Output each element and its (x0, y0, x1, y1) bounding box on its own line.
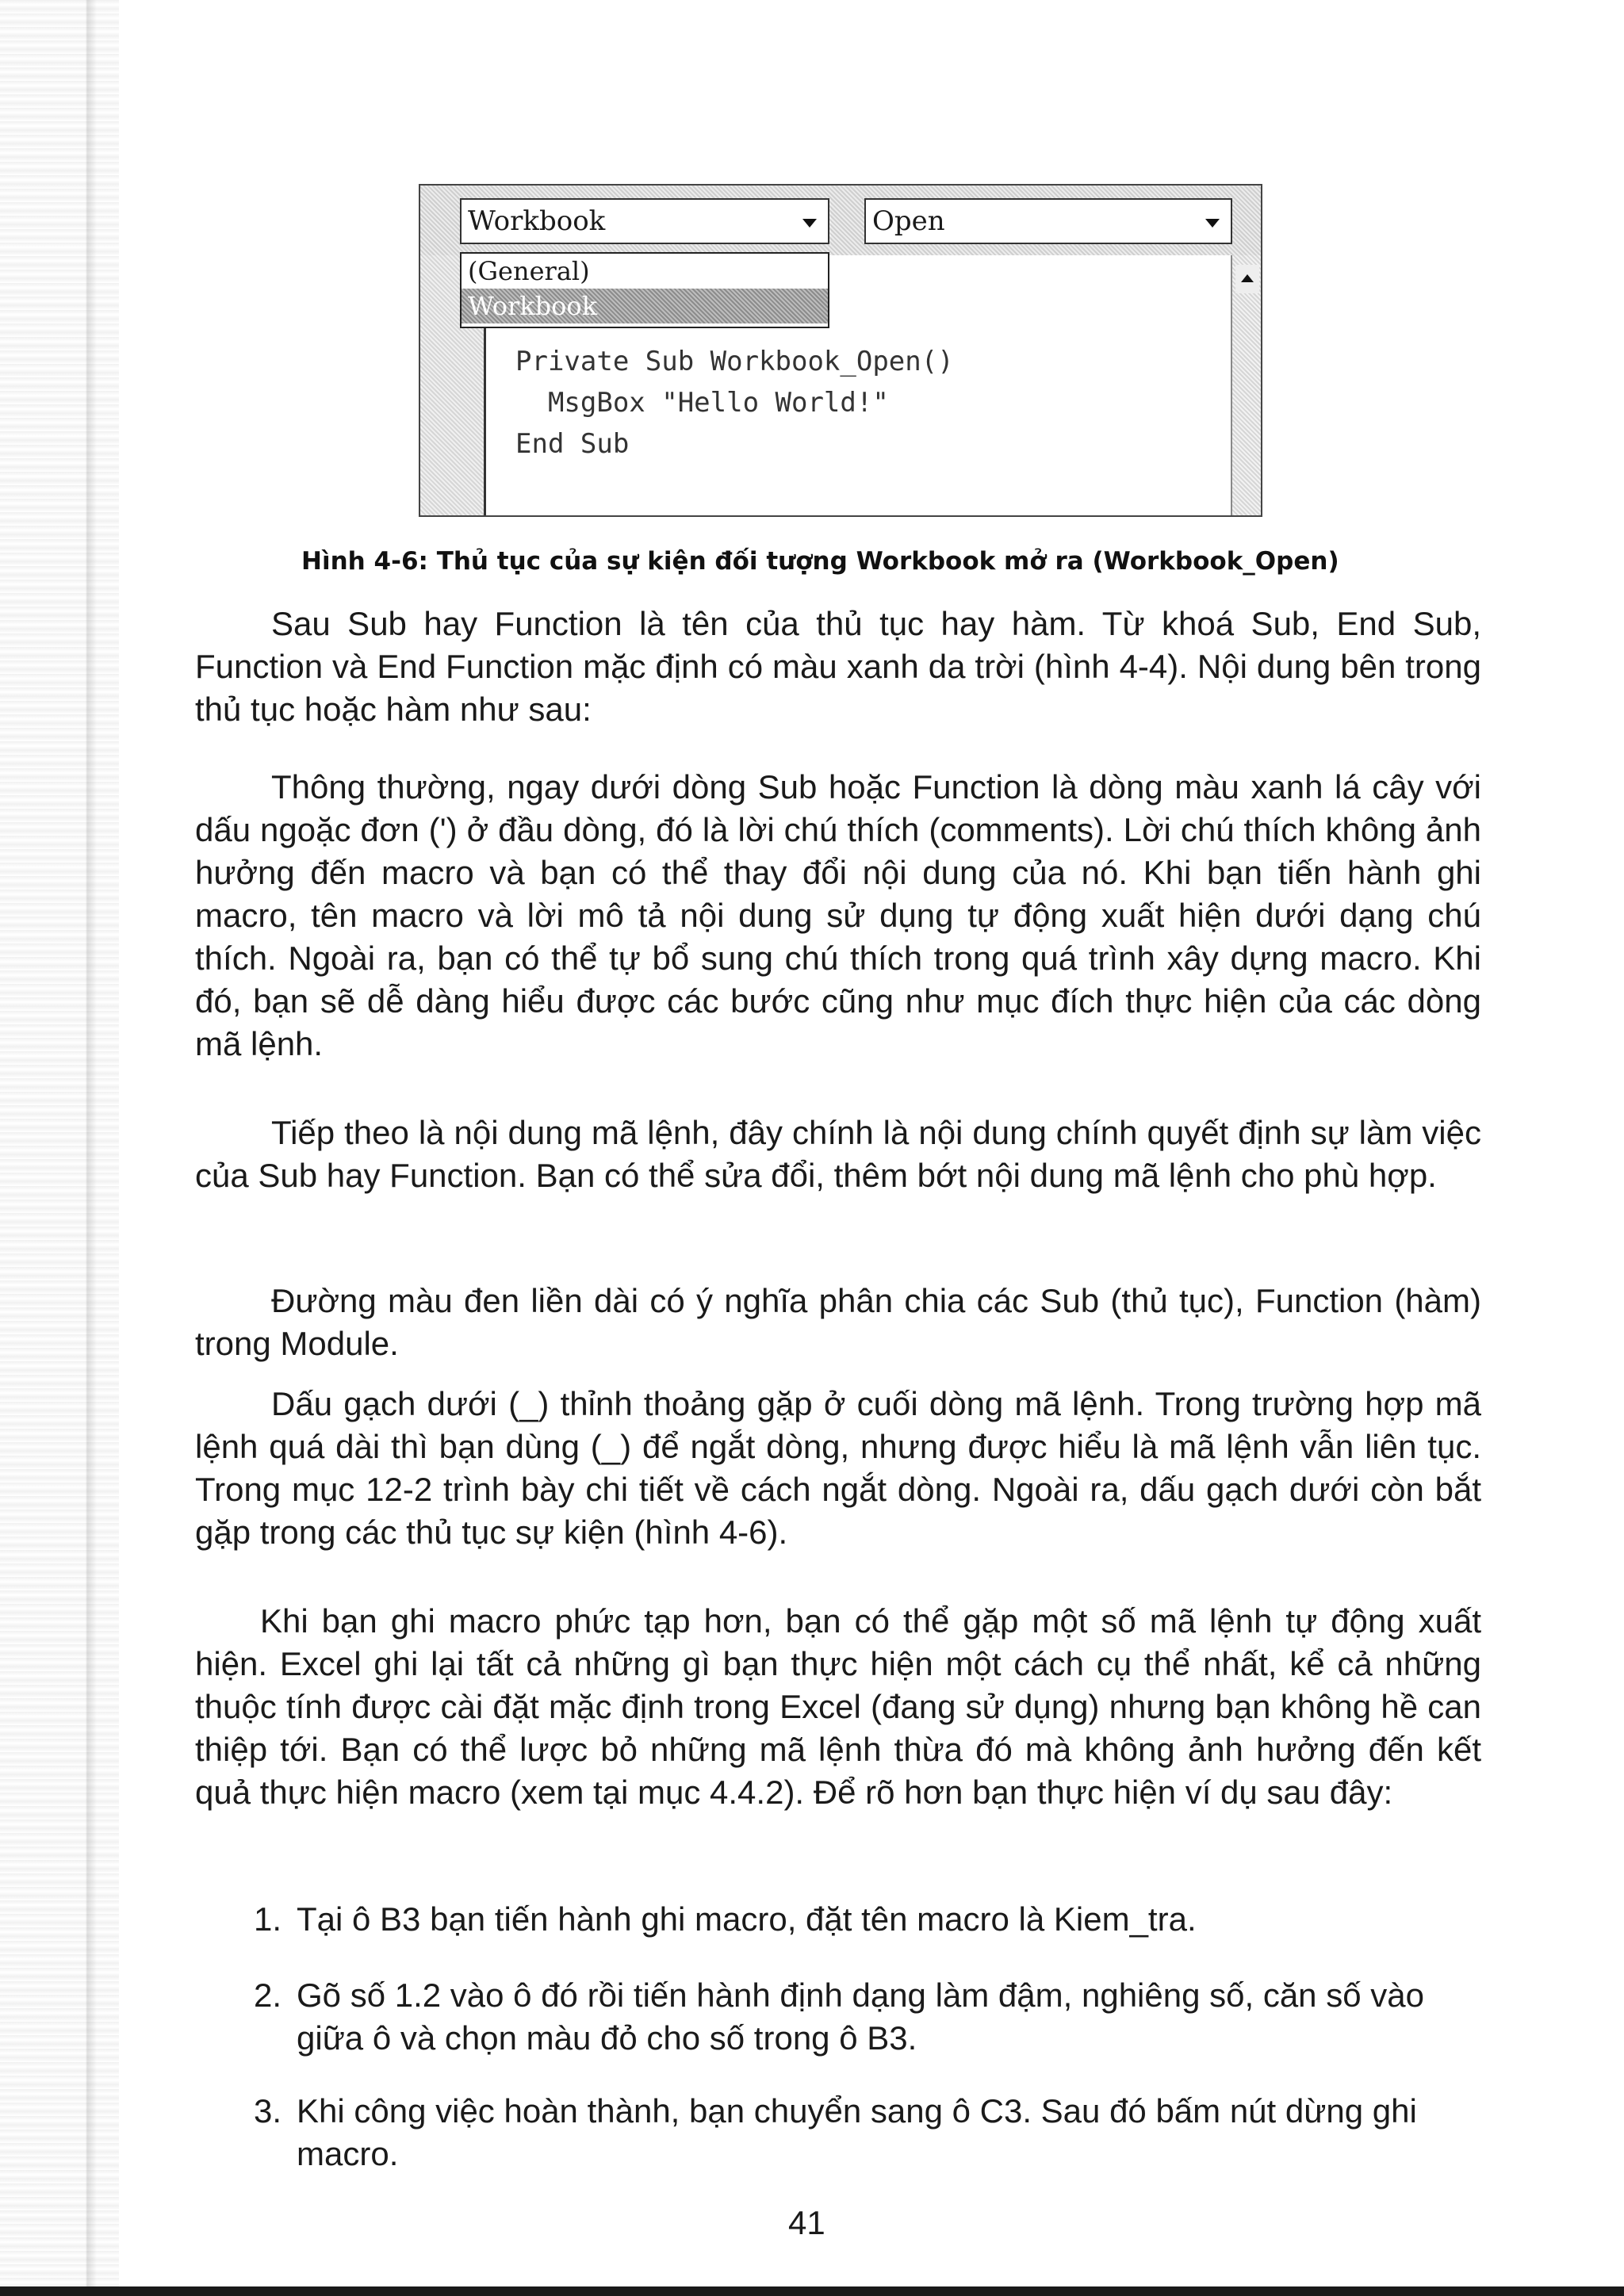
procedure-combo-value: Open (872, 205, 945, 237)
code-line: End Sub (515, 428, 630, 460)
vba-editor-window (419, 184, 1262, 517)
list-item (254, 1898, 1481, 1946)
list-text: Tại ô B3 bạn tiến hành ghi macro, đặt tên macro là Kiem_tra. (297, 1900, 1197, 1938)
figure-caption: Hình 4-6: Thủ tục của sự kiện đối tượng Workbook mở ra (Workbook_Open) (301, 547, 1339, 576)
vertical-scrollbar[interactable] (1231, 255, 1261, 515)
list-number: 1. (254, 1900, 282, 1938)
list-item (254, 2090, 1481, 2185)
scan-edge-artifact (0, 0, 119, 2296)
scan-bottom-edge (0, 2286, 1624, 2296)
code-line: Private Sub Workbook_Open() (515, 346, 954, 377)
page-number: 41 (788, 2204, 825, 2241)
object-dropdown-list[interactable] (460, 252, 829, 328)
list-number: 3. (254, 2092, 282, 2130)
list-text: Khi công việc hoàn thành, bạn chuyển sang ô C3. Sau đó bấm nút dừng ghi macro. (297, 2092, 1417, 2172)
paragraph: Đường màu đen liền dài có ý nghĩa phân chia các Sub (thủ tục), Function (hàm) trong Module. (195, 1282, 1481, 1362)
object-combo-value: Workbook (468, 205, 606, 237)
list-item (254, 1974, 1481, 2069)
chevron-down-icon[interactable] (1205, 219, 1220, 228)
paragraph: Tiếp theo là nội dung mã lệnh, đây chính là nội dung chính quyết định sự làm việc của Sub hay Function. Bạn có thể sửa đổi, thêm bớt nội dung mã lệnh cho phù hợp. (195, 1114, 1481, 1194)
paragraph: Sau Sub hay Function là tên của thủ tục hay hàm. Từ khoá Sub, End Sub, Function và End Function mặc định có màu xanh da trời (hình 4-4). Nội dung bên trong thủ tục hoặc hàm như sau: (195, 605, 1481, 728)
chevron-down-icon[interactable] (802, 219, 817, 228)
paragraph: Thông thường, ngay dưới dòng Sub hoặc Function là dòng màu xanh lá cây với dấu ngoặc đơn (') ở đầu dòng, đó là lời chú thích (comments). Lời chú thích không ảnh hưởng đến macro và bạn có thể thay đổi nội dung của nó. Khi bạn tiến hành ghi macro, tên macro và lời mô tả nội dung sử dụng tự động xuất hiện dưới dạng chú thích. Ngoài ra, bạn có thể tự bổ sung chú thích trong quá trình xây dựng macro. Khi đó, bạn sẽ dễ dàng hiểu được các bước cũng như mục đích thực hiện của các dòng mã lệnh. (195, 768, 1481, 1062)
paragraph: Dấu gạch dưới (_) thỉnh thoảng gặp ở cuối dòng mã lệnh. Trong trường hợp mã lệnh quá dài thì bạn dùng (_) để ngắt dòng, nhưng được hiểu là mã lệnh vẫn liên tục. Trong mục 12-2 trình bày chi tiết về cách ngắt dòng. Ngoài ra, dấu gạch dưới còn bắt gặp trong các thủ tục sự kiện (hình 4-6). (195, 1385, 1481, 1551)
dropdown-item-workbook[interactable]: Workbook (462, 289, 828, 323)
list-number: 2. (254, 1976, 282, 2014)
dropdown-item-general[interactable]: (General) (468, 256, 590, 286)
procedure-combo[interactable] (864, 198, 1232, 244)
object-combo[interactable] (460, 198, 829, 244)
scroll-up-arrow-icon[interactable] (1235, 265, 1259, 293)
list-text: Gõ số 1.2 vào ô đó rồi tiến hành định dạng làm đậm, nghiêng số, căn số vào giữa ô và chọn màu đỏ cho số trong ô B3. (297, 1976, 1424, 2057)
code-line: MsgBox "Hello World!" (515, 387, 889, 419)
code-pane[interactable] (515, 341, 954, 465)
paragraph: Khi bạn ghi macro phức tạp hơn, bạn có thể gặp một số mã lệnh tự động xuất hiện. Excel ghi lại tất cả những gì bạn thực hiện một cách cụ thể nhất, kể cả những thuộc tính được cài đặt mặc định trong Excel (đang sử dụng) nhưng bạn không hề can thiệp tới. Bạn có thể lược bỏ những mã lệnh thừa đó mà không ảnh hưởng đến kết quả thực hiện macro (xem tại mục 4.4.2). Để rõ hơn bạn thực hiện ví dụ sau đây: (195, 1602, 1481, 1811)
